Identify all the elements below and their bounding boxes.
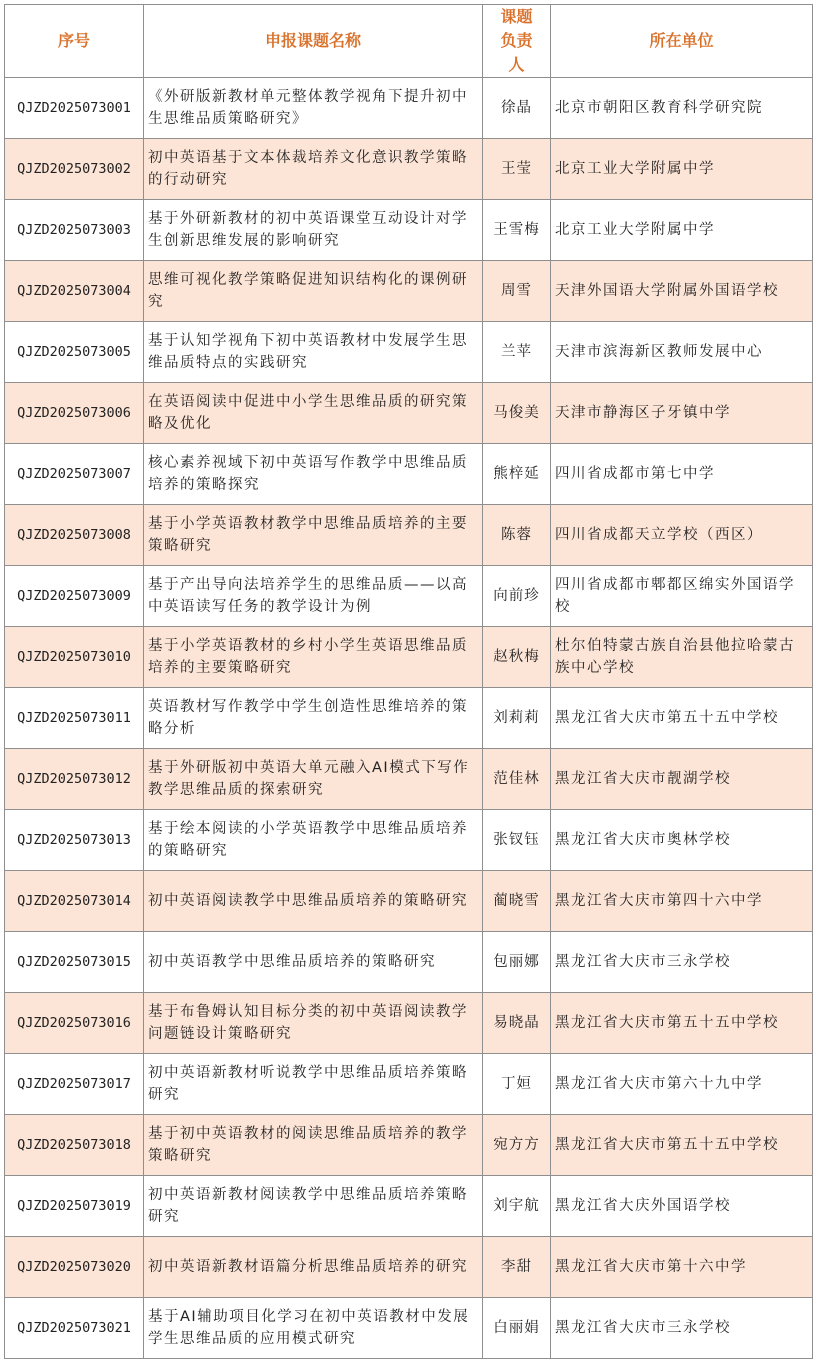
- project-title-cell: [144, 1115, 483, 1176]
- unit-cell-text: 黑龙江省大庆市第十六中学: [555, 1259, 747, 1275]
- person-in-charge-cell: [483, 322, 551, 383]
- table-row: [5, 871, 813, 932]
- person-in-charge-cell-text: 范佳林: [493, 771, 540, 787]
- unit-cell: [551, 505, 813, 566]
- person-in-charge-cell-text: 周雪: [501, 283, 532, 299]
- unit-cell-text: 黑龙江省大庆市靓湖学校: [555, 771, 731, 787]
- unit-cell: [551, 78, 813, 139]
- unit-cell-text: 黑龙江省大庆市第四十六中学: [555, 893, 763, 909]
- project-title-cell: [144, 810, 483, 871]
- header-person-in-charge: [483, 5, 551, 78]
- person-in-charge-cell-text: 向前珍: [493, 588, 540, 604]
- project-code-cell: [5, 627, 144, 688]
- person-in-charge-cell: [483, 200, 551, 261]
- unit-cell-text: 杜尔伯特蒙古族自治县他拉哈蒙古族中心学校: [555, 638, 795, 676]
- unit-cell-text: 北京工业大学附属中学: [555, 222, 715, 238]
- person-in-charge-cell-text: 李甜: [501, 1259, 532, 1275]
- project-code-cell: [5, 932, 144, 993]
- project-title-cell: [144, 688, 483, 749]
- unit-cell-text: 北京工业大学附属中学: [555, 161, 715, 177]
- unit-cell: [551, 139, 813, 200]
- project-code-cell: [5, 1176, 144, 1237]
- project-title-cell: [144, 444, 483, 505]
- project-title-cell: [144, 993, 483, 1054]
- table-row: [5, 1115, 813, 1176]
- project-code-cell-text: QJZD2025073017: [17, 1076, 131, 1092]
- table-row: [5, 383, 813, 444]
- project-code-cell: [5, 993, 144, 1054]
- project-code-cell: [5, 749, 144, 810]
- table-row: [5, 444, 813, 505]
- unit-cell: [551, 871, 813, 932]
- project-title-cell: [144, 566, 483, 627]
- header-unit: 所在单位: [551, 5, 813, 78]
- project-code-cell: [5, 322, 144, 383]
- person-in-charge-cell: [483, 261, 551, 322]
- project-code-cell-text: QJZD2025073013: [17, 832, 131, 848]
- project-code-cell-text: QJZD2025073018: [17, 1137, 131, 1153]
- person-in-charge-cell: [483, 1298, 551, 1359]
- project-code-cell-text: QJZD2025073016: [17, 1015, 131, 1031]
- person-in-charge-cell: [483, 139, 551, 200]
- table-row: [5, 627, 813, 688]
- project-title-cell-text: 初中英语基于文本体裁培养文化意识教学策略的行动研究: [148, 150, 468, 188]
- unit-cell-text: 四川省成都市郫都区绵实外国语学校: [555, 577, 795, 615]
- person-in-charge-cell-text: 兰苹: [501, 344, 532, 360]
- person-in-charge-cell: [483, 1176, 551, 1237]
- project-title-cell: [144, 1176, 483, 1237]
- person-in-charge-cell: [483, 688, 551, 749]
- project-code-cell: [5, 871, 144, 932]
- person-in-charge-cell: [483, 444, 551, 505]
- project-code-cell: [5, 688, 144, 749]
- header-serial: 序号: [5, 5, 144, 78]
- unit-cell-text: 黑龙江省大庆市第五十五中学校: [555, 1137, 779, 1153]
- project-code-cell-text: QJZD2025073020: [17, 1259, 131, 1275]
- person-in-charge-cell-text: 熊梓延: [493, 466, 540, 482]
- unit-cell-text: 天津外国语大学附属外国语学校: [555, 283, 779, 299]
- project-code-cell-text: QJZD2025073001: [17, 100, 131, 116]
- person-in-charge-cell-text: 蔺晓雪: [493, 893, 540, 909]
- project-code-cell-text: QJZD2025073008: [17, 527, 131, 543]
- project-code-cell: [5, 78, 144, 139]
- project-title-cell-text: 基于AI辅助项目化学习在初中英语教材中发展学生思维品质的应用模式研究: [148, 1309, 470, 1347]
- unit-cell: [551, 627, 813, 688]
- project-code-cell-text: QJZD2025073005: [17, 344, 131, 360]
- unit-cell-text: 黑龙江省大庆市奥林学校: [555, 832, 731, 848]
- person-in-charge-cell: [483, 383, 551, 444]
- table-row: [5, 810, 813, 871]
- person-in-charge-cell: [483, 871, 551, 932]
- project-title-cell-text: 基于外研版初中英语大单元融入AI模式下写作教学思维品质的探索研究: [148, 760, 470, 798]
- project-title-cell: [144, 1298, 483, 1359]
- project-code-cell: [5, 1237, 144, 1298]
- table-row: [5, 993, 813, 1054]
- person-in-charge-cell: [483, 1237, 551, 1298]
- project-code-cell-text: QJZD2025073010: [17, 649, 131, 665]
- project-code-cell-text: QJZD2025073007: [17, 466, 131, 482]
- project-title-cell-text: 基于小学英语教材教学中思维品质培养的主要策略研究: [148, 516, 468, 554]
- unit-cell-text: 黑龙江省大庆外国语学校: [555, 1198, 731, 1214]
- project-title-cell-text: 初中英语教学中思维品质培养的策略研究: [148, 954, 436, 970]
- project-title-cell: [144, 261, 483, 322]
- project-title-cell-text: 基于初中英语教材的阅读思维品质培养的教学策略研究: [148, 1126, 468, 1164]
- header-project-title: 申报课题名称: [144, 5, 483, 78]
- table-row: [5, 505, 813, 566]
- table-row: [5, 749, 813, 810]
- project-code-cell-text: QJZD2025073015: [17, 954, 131, 970]
- person-in-charge-cell: [483, 566, 551, 627]
- project-code-cell-text: QJZD2025073006: [17, 405, 131, 421]
- person-in-charge-cell-text: 丁姮: [501, 1076, 532, 1092]
- unit-cell-text: 四川省成都市第七中学: [555, 466, 715, 482]
- header-row: [5, 5, 813, 78]
- unit-cell: [551, 566, 813, 627]
- table-body: [5, 78, 813, 1359]
- table-row: [5, 139, 813, 200]
- project-title-cell: [144, 200, 483, 261]
- table-row: [5, 261, 813, 322]
- project-title-cell-text: 英语教材写作教学中学生创造性思维培养的策略分析: [148, 699, 468, 737]
- project-title-cell-text: 基于绘本阅读的小学英语教学中思维品质培养的策略研究: [148, 821, 468, 859]
- project-code-cell-text: QJZD2025073004: [17, 283, 131, 299]
- project-title-cell-text: 基于外研新教材的初中英语课堂互动设计对学生创新思维发展的影响研究: [148, 211, 468, 249]
- person-in-charge-cell: [483, 627, 551, 688]
- project-code-cell: [5, 1298, 144, 1359]
- person-in-charge-cell: [483, 932, 551, 993]
- table-row: [5, 566, 813, 627]
- person-in-charge-cell-text: 易晓晶: [493, 1015, 540, 1031]
- unit-cell: [551, 993, 813, 1054]
- unit-cell: [551, 444, 813, 505]
- project-title-cell: [144, 749, 483, 810]
- person-in-charge-cell: [483, 1115, 551, 1176]
- person-in-charge-cell-text: 陈蓉: [501, 527, 532, 543]
- project-code-cell-text: QJZD2025073002: [17, 161, 131, 177]
- unit-cell: [551, 1176, 813, 1237]
- unit-cell: [551, 322, 813, 383]
- project-title-cell-text: 基于认知学视角下初中英语教材中发展学生思维品质特点的实践研究: [148, 333, 468, 371]
- project-code-cell: [5, 1054, 144, 1115]
- unit-cell-text: 黑龙江省大庆市第五十五中学校: [555, 710, 779, 726]
- project-title-cell-text: 思维可视化教学策略促进知识结构化的课例研究: [148, 272, 468, 310]
- unit-cell-text: 黑龙江省大庆市第六十九中学: [555, 1076, 763, 1092]
- person-in-charge-cell-text: 包丽娜: [493, 954, 540, 970]
- project-code-cell: [5, 261, 144, 322]
- person-in-charge-cell-text: 马俊美: [493, 405, 540, 421]
- unit-cell: [551, 810, 813, 871]
- table-row: [5, 322, 813, 383]
- project-code-cell-text: QJZD2025073019: [17, 1198, 131, 1214]
- project-title-cell: [144, 78, 483, 139]
- project-code-cell-text: QJZD2025073014: [17, 893, 131, 909]
- table-row: [5, 688, 813, 749]
- project-code-cell: [5, 444, 144, 505]
- project-title-cell: [144, 505, 483, 566]
- person-in-charge-cell: [483, 1054, 551, 1115]
- project-title-cell: [144, 139, 483, 200]
- unit-cell-text: 天津市滨海新区教师发展中心: [555, 344, 763, 360]
- unit-cell-text: 天津市静海区子牙镇中学: [555, 405, 731, 421]
- unit-cell: [551, 200, 813, 261]
- unit-cell: [551, 383, 813, 444]
- unit-cell-text: 黑龙江省大庆市三永学校: [555, 1320, 731, 1336]
- project-code-cell: [5, 566, 144, 627]
- person-in-charge-cell: [483, 749, 551, 810]
- unit-cell: [551, 1237, 813, 1298]
- unit-cell: [551, 1298, 813, 1359]
- project-code-cell-text: QJZD2025073011: [17, 710, 131, 726]
- project-code-cell: [5, 383, 144, 444]
- project-title-cell-text: 初中英语阅读教学中思维品质培养的策略研究: [148, 893, 468, 909]
- person-in-charge-cell-text: 张钗钰: [493, 832, 540, 848]
- unit-cell: [551, 749, 813, 810]
- person-in-charge-cell-text: 宛方方: [493, 1137, 540, 1153]
- project-title-cell: [144, 322, 483, 383]
- unit-cell: [551, 688, 813, 749]
- project-table: [4, 4, 813, 1359]
- person-in-charge-cell: [483, 78, 551, 139]
- unit-cell: [551, 1115, 813, 1176]
- table-row: [5, 1298, 813, 1359]
- project-title-cell: [144, 871, 483, 932]
- person-in-charge-cell-text: 赵秋梅: [493, 649, 540, 665]
- person-in-charge-cell-text: 王雪梅: [493, 222, 540, 238]
- project-title-cell: [144, 627, 483, 688]
- project-title-cell-text: 基于布鲁姆认知目标分类的初中英语阅读教学问题链设计策略研究: [148, 1004, 468, 1042]
- unit-cell-text: 黑龙江省大庆市三永学校: [555, 954, 731, 970]
- unit-cell-text: 北京市朝阳区教育科学研究院: [555, 100, 763, 116]
- project-title-cell: [144, 932, 483, 993]
- project-code-cell: [5, 810, 144, 871]
- person-in-charge-cell-text: 王莹: [501, 161, 532, 177]
- project-title-cell-text: 基于小学英语教材的乡村小学生英语思维品质培养的主要策略研究: [148, 638, 468, 676]
- person-in-charge-cell: [483, 810, 551, 871]
- project-title-cell: [144, 383, 483, 444]
- project-title-cell-text: 初中英语新教材听说教学中思维品质培养策略研究: [148, 1065, 468, 1103]
- project-code-cell: [5, 505, 144, 566]
- project-code-cell: [5, 200, 144, 261]
- project-code-cell-text: QJZD2025073009: [17, 588, 131, 604]
- table-row: [5, 200, 813, 261]
- unit-cell-text: 黑龙江省大庆市第五十五中学校: [555, 1015, 779, 1031]
- project-title-cell: [144, 1054, 483, 1115]
- person-in-charge-cell: [483, 993, 551, 1054]
- table-row: [5, 932, 813, 993]
- project-code-cell-text: QJZD2025073003: [17, 222, 131, 238]
- project-title-cell-text: 在英语阅读中促进中小学生思维品质的研究策略及优化: [148, 394, 468, 432]
- project-title-cell-text: 初中英语新教材语篇分析思维品质培养的研究: [148, 1259, 468, 1275]
- project-title-cell: [144, 1237, 483, 1298]
- unit-cell: [551, 261, 813, 322]
- table-row: [5, 1237, 813, 1298]
- person-in-charge-cell-text: 刘宇航: [493, 1198, 540, 1214]
- table-row: [5, 78, 813, 139]
- person-in-charge-cell-text: 白丽娟: [493, 1320, 540, 1336]
- project-code-cell: [5, 139, 144, 200]
- project-code-cell-text: QJZD2025073021: [17, 1320, 131, 1336]
- unit-cell-text: 四川省成都天立学校（西区）: [555, 527, 763, 543]
- project-title-cell-text: 初中英语新教材阅读教学中思维品质培养策略研究: [148, 1187, 468, 1225]
- unit-cell: [551, 932, 813, 993]
- table-row: [5, 1176, 813, 1237]
- table-header: [5, 5, 813, 78]
- unit-cell: [551, 1054, 813, 1115]
- table-row: [5, 1054, 813, 1115]
- person-in-charge-cell-text: 刘莉莉: [493, 710, 540, 726]
- project-title-cell-text: 核心素养视域下初中英语写作教学中思维品质培养的策略探究: [148, 455, 468, 493]
- person-in-charge-cell: [483, 505, 551, 566]
- header-person-label: 课题负责人: [500, 7, 533, 74]
- project-title-cell-text: 《外研版新教材单元整体教学视角下提升初中生思维品质策略研究》: [148, 89, 468, 127]
- person-in-charge-cell-text: 徐晶: [501, 100, 532, 116]
- project-code-cell: [5, 1115, 144, 1176]
- project-title-cell-text: 基于产出导向法培养学生的思维品质——以高中英语读写任务的教学设计为例: [148, 577, 468, 615]
- project-code-cell-text: QJZD2025073012: [17, 771, 131, 787]
